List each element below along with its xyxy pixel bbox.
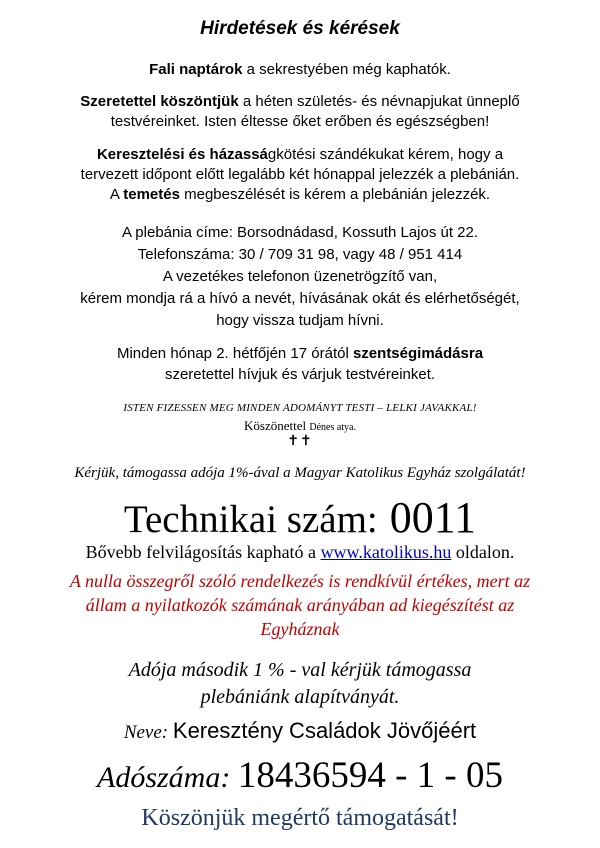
null-amount-note bbox=[0, 569, 600, 641]
foundation-taxid-label: Adószáma: bbox=[97, 761, 238, 794]
foundation-name-line bbox=[0, 718, 600, 744]
page-title: Hirdetések és kérések bbox=[200, 18, 400, 39]
address-line: A plebánia címe: Borsodnádasd, Kossuth Lajos út 22. bbox=[121, 224, 479, 241]
technical-number-line bbox=[0, 492, 600, 543]
second-percent-line2: plebániánk alapítványát. bbox=[200, 686, 400, 708]
null-note-line2: állam a nyilatkozók számának arányában ad kiegészítést az bbox=[85, 595, 515, 615]
adoration-bold: szentségimádásra bbox=[352, 345, 484, 362]
signature-line bbox=[0, 418, 600, 434]
tax-request-line: Kérjük, támogassa adója 1%-ával a Magyar Katolikus Egyház szolgálatát! bbox=[74, 465, 526, 481]
info-line bbox=[0, 542, 600, 563]
foundation-name-label: Neve: bbox=[123, 722, 173, 743]
greeting-line1: a héten születés- és névnapjukat ünneplő bbox=[238, 93, 520, 110]
second-percent-request bbox=[0, 657, 600, 711]
adoration-pre: Minden hónap 2. hétfőjén 17 órától bbox=[116, 345, 353, 362]
funeral-bold: temetés bbox=[123, 186, 180, 203]
katolikus-link[interactable]: www.katolikus.hu bbox=[320, 542, 452, 562]
baptism-notice bbox=[0, 145, 600, 205]
phone-line: Telefonszáma: 30 / 709 31 98, vagy 48 / 951 414 bbox=[137, 246, 463, 263]
foundation-name-value: Keresztény Családok Jövőjéért bbox=[172, 718, 477, 743]
funeral-text: megbeszélését is kérem a plebánián jelezzék. bbox=[179, 186, 491, 203]
answering-machine-line: A vezetékes telefonon üzenetrögzítő van, bbox=[162, 268, 438, 285]
info-pre: Bővebb felvilágosítás kapható a bbox=[85, 542, 321, 562]
final-thanks: Köszönjük megértő támogatását! bbox=[141, 805, 459, 831]
adoration-notice bbox=[0, 343, 600, 385]
adoration-line2: szeretettel hívjuk és várjuk testvéreinket. bbox=[164, 366, 436, 383]
calendar-notice-bold: Fali naptárok bbox=[149, 61, 243, 78]
callback-line: hogy vissza tudjam hívni. bbox=[216, 312, 384, 329]
caller-instruction-line: kérem mondja rá a hívó a nevét, hívásának okát és elérhetőségét, bbox=[80, 290, 520, 307]
calendar-notice bbox=[0, 60, 600, 80]
foundation-taxid-value: 18436594 - 1 - 05 bbox=[237, 755, 503, 796]
null-note-line3: Egyháznak bbox=[260, 619, 340, 639]
second-percent-line1: Adója második 1 % - val kérjük támogassa bbox=[128, 659, 472, 681]
signature-name: Dénes atya. bbox=[309, 422, 356, 433]
calendar-notice-text: a sekrestyében még kaphatók. bbox=[242, 61, 451, 78]
baptism-line1: gkötési szándékukat kérem, hogy a bbox=[267, 146, 504, 163]
null-note-line1: A nulla összegről szóló rendelkezés is rendkívül értékes, mert az bbox=[69, 571, 531, 591]
info-post: oldalon. bbox=[451, 542, 515, 562]
greeting-line2: testvéreinket. Isten éltesse őket erőben és egészségben! bbox=[110, 113, 490, 130]
foundation-taxid-line bbox=[0, 754, 600, 797]
god-pays-line: ISTEN FIZESSEN MEG MINDEN ADOMÁNYT TESTI – LELKI JAVAKKAL! bbox=[123, 402, 477, 414]
cross-icon: ✝✝ bbox=[287, 434, 313, 449]
baptism-line2: tervezett időpont előtt legalább két hónappal jelezzék a plebánián. bbox=[80, 166, 520, 183]
signature-main: Köszönettel bbox=[244, 418, 310, 433]
baptism-bold: Keresztelési és házassá bbox=[96, 146, 268, 163]
technical-number: 0011 bbox=[389, 493, 477, 542]
funeral-pre: A bbox=[109, 186, 124, 203]
greeting-notice bbox=[0, 92, 600, 132]
address-block bbox=[0, 222, 600, 332]
greeting-bold: Szeretettel köszöntjük bbox=[80, 93, 239, 110]
technical-label: Technikai szám: bbox=[123, 498, 378, 541]
